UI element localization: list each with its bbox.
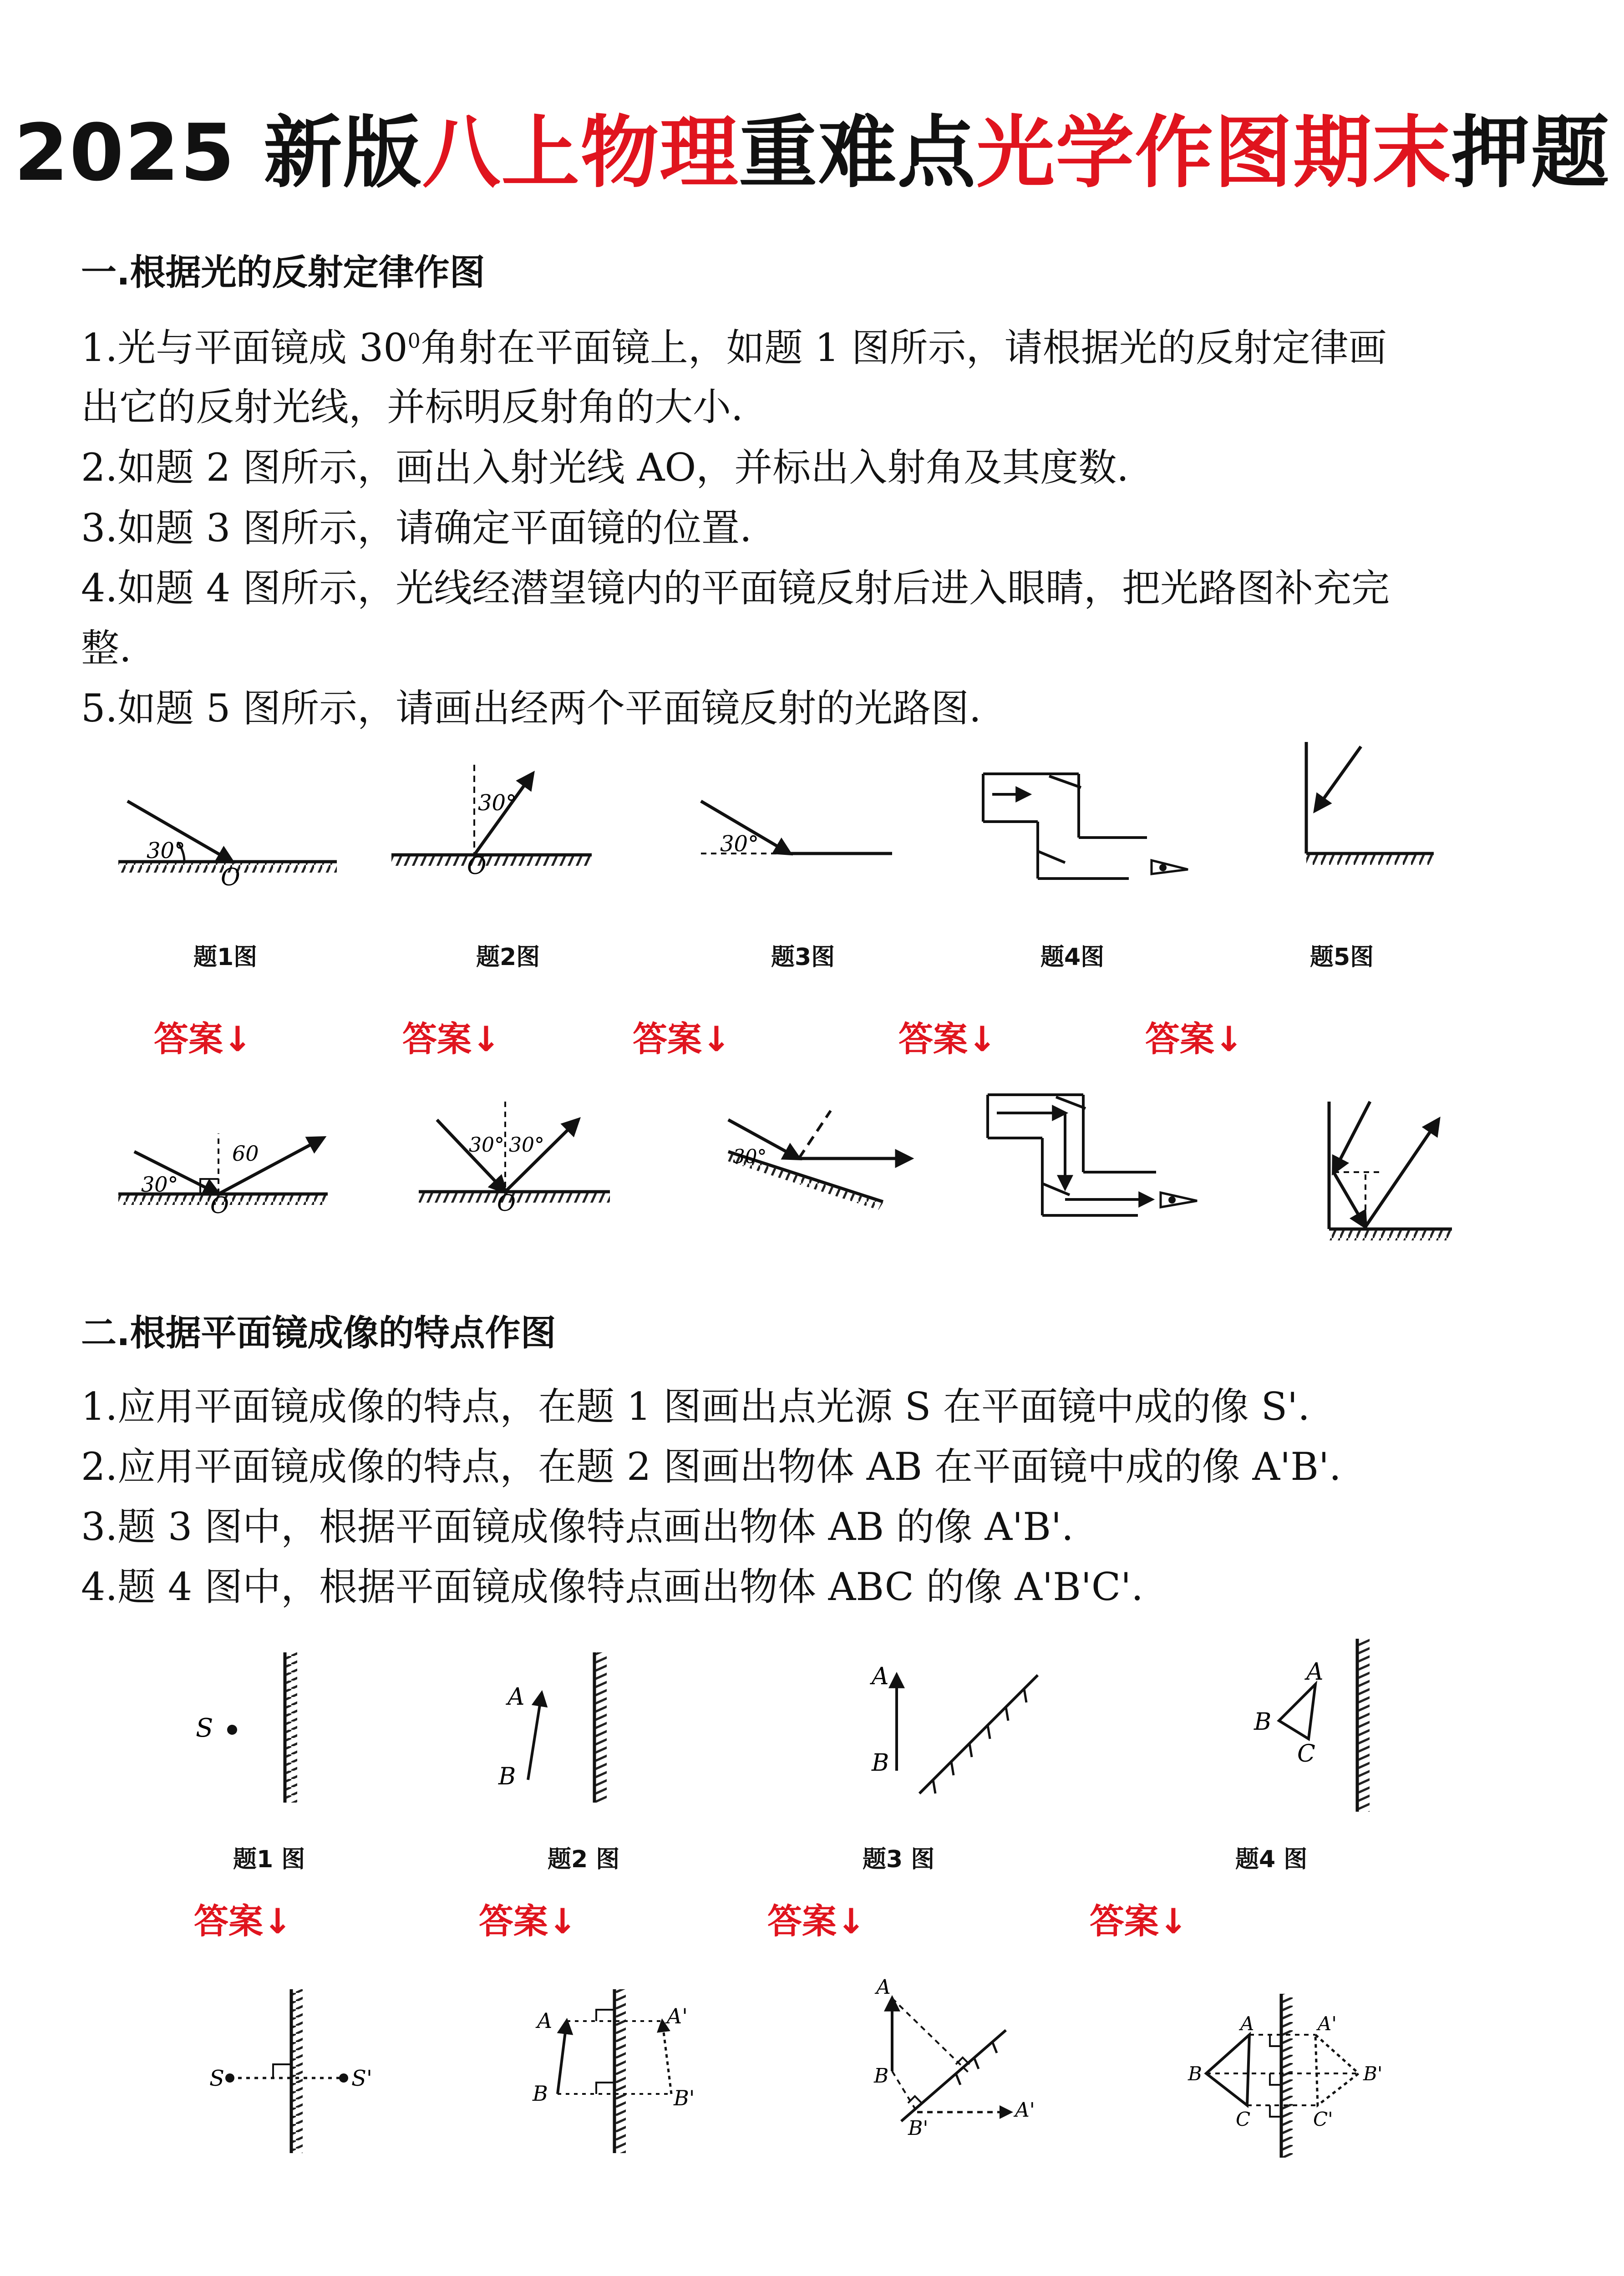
s1-question1-line1 — [81, 325, 1387, 370]
s1-fig1-point: O — [221, 864, 240, 891]
s2-answer-figure4 — [1183, 1989, 1420, 2162]
s2-ans3-A: A — [876, 1976, 891, 1999]
s2-figure3 — [865, 1657, 1056, 1803]
s1-caption-2: 题2图 — [476, 944, 540, 971]
s1-answer-figure4 — [979, 1083, 1215, 1229]
s2-ans4-A: A — [1240, 2012, 1254, 2035]
s2-answer-figure2 — [523, 1985, 715, 2158]
s1-answer-label-3: 答案↓ — [633, 1019, 731, 1059]
s1-fig2-point: O — [467, 853, 487, 880]
s2-fig4-A: A — [1306, 1658, 1324, 1686]
s2-question4: 4.题 4 图中，根据平面镜成像特点画出物体 ABC 的像 A'B'C'. — [81, 1565, 1143, 1609]
s2-caption-4: 题4 图 — [1235, 1846, 1308, 1873]
s1-answer-figure5 — [1315, 1092, 1466, 1247]
s1-ans1-angle-a: 30° — [141, 1172, 178, 1197]
s1-question4-line2: 整. — [81, 626, 132, 671]
s2-ans4-B: B — [1188, 2063, 1202, 2085]
s2-fig4-B: B — [1254, 1708, 1272, 1736]
s1-fig2-angle: 30° — [478, 790, 517, 816]
s1-figure4 — [979, 756, 1206, 888]
s1-q1-text-a: 1.光与平面镜成 30 — [81, 325, 408, 370]
s1-answer-figure3 — [719, 1111, 919, 1224]
s1-figure1 — [109, 774, 346, 901]
title-year: 2025 — [14, 107, 236, 198]
s2-ans2-B-img: B' — [674, 2086, 695, 2110]
s1-question2: 2.如题 2 图所示，画出入射光线 AO，并标出入射角及其度数. — [81, 445, 1129, 490]
s1-answer-label-4: 答案↓ — [898, 1019, 997, 1059]
s1-caption-3: 题3图 — [771, 944, 835, 971]
s2-figure1 — [182, 1648, 328, 1812]
s2-answer-label-1: 答案↓ — [194, 1901, 292, 1941]
s1-question3: 3.如题 3 图所示，请确定平面镜的位置. — [81, 506, 752, 550]
s2-caption-2: 题2 图 — [548, 1846, 620, 1873]
s2-ans1-S-img: S' — [351, 2066, 373, 2091]
s1-answer-figure2 — [410, 1097, 619, 1229]
s1-question4-line1: 4.如题 4 图所示，光线经潜望镜内的平面镜反射后进入眼睛，把光路图补充完 — [81, 566, 1390, 610]
section1-heading: 一.根据光的反射定律作图 — [81, 252, 485, 293]
s2-ans4-C-img: C' — [1313, 2108, 1333, 2130]
s2-figure4 — [1229, 1630, 1402, 1821]
s2-ans3-B-img: B' — [908, 2117, 929, 2140]
s2-question2: 2.应用平面镜成像的特点，在题 2 图画出物体 AB 在平面镜中成的像 A'B'. — [81, 1444, 1341, 1489]
s2-ans1-S: S — [209, 2066, 224, 2091]
s2-answer-label-3: 答案↓ — [767, 1901, 866, 1941]
s2-question3: 3.题 3 图中，根据平面镜成像特点画出物体 AB 的像 A'B'. — [81, 1504, 1074, 1549]
s2-ans4-C: C — [1236, 2108, 1251, 2130]
s1-caption-4: 题4图 — [1040, 944, 1105, 971]
s2-ans4-A-img: A' — [1318, 2012, 1337, 2035]
s1-answer-figure1 — [109, 1111, 346, 1229]
s1-caption-5: 题5图 — [1310, 944, 1374, 971]
s1-answer-label-2: 答案↓ — [402, 1019, 501, 1059]
s2-fig3-A: A — [872, 1663, 889, 1690]
title-part5: 押题 — [1451, 107, 1610, 198]
section2-heading: 二.根据平面镜成像的特点作图 — [81, 1313, 556, 1354]
s2-answer-figure3 — [865, 1971, 1074, 2162]
s2-fig1-S: S — [196, 1713, 213, 1743]
s2-fig4-C: C — [1297, 1740, 1315, 1768]
s2-question1: 1.应用平面镜成像的特点，在题 1 图画出点光源 S 在平面镜中成的像 S'. — [81, 1384, 1310, 1429]
s2-ans2-A: A — [537, 2008, 553, 2033]
s2-fig3-B: B — [872, 1749, 889, 1777]
s2-caption-3: 题3 图 — [863, 1846, 935, 1873]
s1-question1-line2: 出它的反射光线，并标明反射角的大小. — [81, 385, 743, 429]
s2-fig2-B: B — [498, 1763, 516, 1790]
s2-answer-label-2: 答案↓ — [479, 1901, 577, 1941]
s1-ans2-point: O — [497, 1190, 516, 1216]
s1-ans2-angle-b: 30° — [509, 1133, 544, 1157]
s2-ans4-B-img: B' — [1363, 2063, 1383, 2085]
s1-figure5 — [1288, 737, 1443, 874]
s1-q1-text-b: 角射在平面镜上，如题 1 图所示，请根据光的反射定律画 — [420, 325, 1387, 370]
s1-ans1-angle-b: 60 — [232, 1141, 259, 1166]
s2-answer-label-4: 答案↓ — [1090, 1901, 1188, 1941]
s1-figure2 — [387, 760, 596, 901]
s2-figure2 — [482, 1648, 628, 1812]
s2-answer-figure1 — [205, 1985, 387, 2158]
s2-ans3-A-img: A' — [1015, 2098, 1035, 2122]
s2-fig2-A: A — [508, 1683, 525, 1711]
title-part4: 光学作图期末 — [976, 107, 1452, 198]
s1-answer-label-1: 答案↓ — [154, 1019, 252, 1059]
s2-caption-1: 题1 图 — [233, 1846, 305, 1873]
s1-fig1-angle: 30° — [147, 838, 186, 864]
s1-fig3-angle: 30° — [720, 831, 759, 857]
page-title — [0, 107, 1624, 198]
s2-ans2-B: B — [533, 2081, 548, 2106]
s1-ans1-point: O — [210, 1192, 229, 1219]
s1-q1-degree: 0 — [407, 330, 421, 353]
s1-ans2-angle-a: 30° — [469, 1133, 504, 1157]
s2-ans2-A-img: A' — [667, 2004, 688, 2028]
s1-caption-1: 题1图 — [193, 944, 258, 971]
s1-ans3-angle: 30° — [733, 1145, 767, 1168]
title-part2: 八上物理 — [422, 107, 739, 198]
s1-question5: 5.如题 5 图所示，请画出经两个平面镜反射的光路图. — [81, 686, 981, 731]
title-part1: 新版 — [264, 107, 422, 198]
s1-answer-label-5: 答案↓ — [1145, 1019, 1243, 1059]
s2-ans3-B: B — [874, 2064, 889, 2088]
title-part3: 重难点 — [739, 107, 977, 198]
s1-figure3 — [692, 787, 901, 888]
